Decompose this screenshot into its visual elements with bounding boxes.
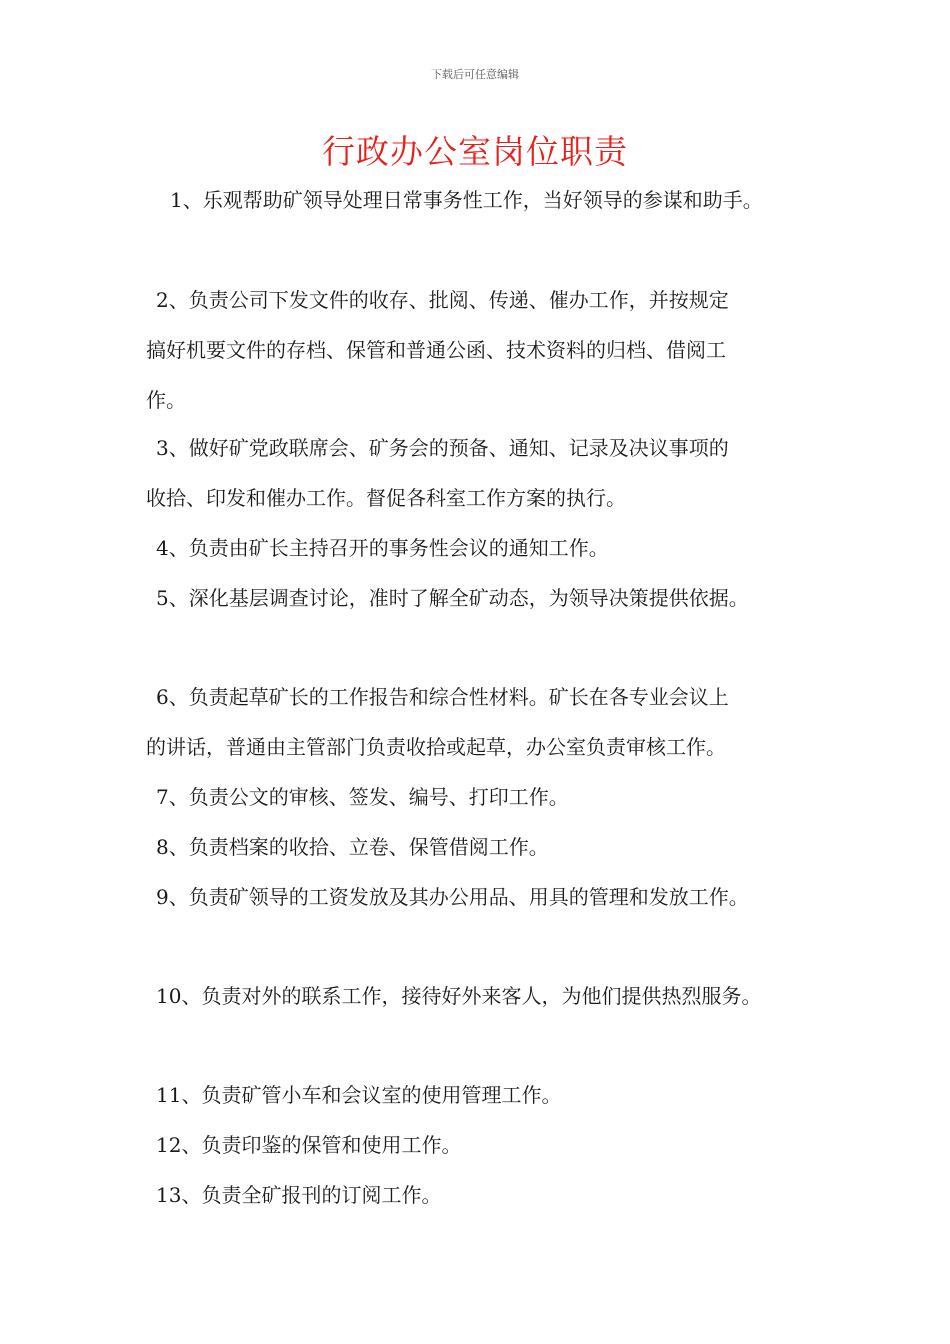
item-12-line-1: 12、负责印鉴的保管和使用工作。 [156,1133,462,1157]
header-note: 下载后可任意编辑 [431,68,519,81]
item-3-line-1: 3、做好矿党政联席会、矿务会的预备、通知、记录及决议事项的 [156,436,729,460]
item-5-line-1: 5、深化基层调查讨论，准时了解全矿动态，为领导决策提供依据。 [156,586,749,610]
item-9-line-1: 9、负责矿领导的工资发放及其办公用品、用具的管理和发放工作。 [156,885,749,909]
item-6-line-2: 的讲话，普通由主管部门负责收拾或起草，办公室负责审核工作。 [146,735,726,759]
item-13-line-1: 13、负责全矿报刊的订阅工作。 [156,1183,442,1207]
item-2-line-1: 2、负责公司下发文件的收存、批阅、传递、催办工作，并按规定 [156,288,729,312]
item-11-line-1: 11、负责矿管小车和会议室的使用管理工作。 [156,1083,562,1107]
item-8-line-1: 8、负责档案的收拾、立卷、保管借阅工作。 [156,835,549,859]
item-2-line-2: 搞好机要文件的存档、保管和普通公函、技术资料的归档、借阅工 [146,338,726,362]
item-3-line-2: 收拾、印发和催办工作。督促各科室工作方案的执行。 [146,486,626,510]
item-6-line-1: 6、负责起草矿长的工作报告和综合性材料。矿长在各专业会议上 [156,685,729,709]
item-1-line-1: 1、乐观帮助矿领导处理日常事务性工作，当好领导的参谋和助手。 [170,188,763,212]
item-7-line-1: 7、负责公文的审核、签发、编号、打印工作。 [156,785,569,809]
page-title: 行政办公室岗位职责 [322,132,628,171]
item-4-line-1: 4、负责由矿长主持召开的事务性会议的通知工作。 [156,536,609,560]
item-10-line-1: 10、负责对外的联系工作，接待好外来客人，为他们提供热烈服务。 [156,984,762,1008]
item-2-line-3: 作。 [146,388,186,412]
